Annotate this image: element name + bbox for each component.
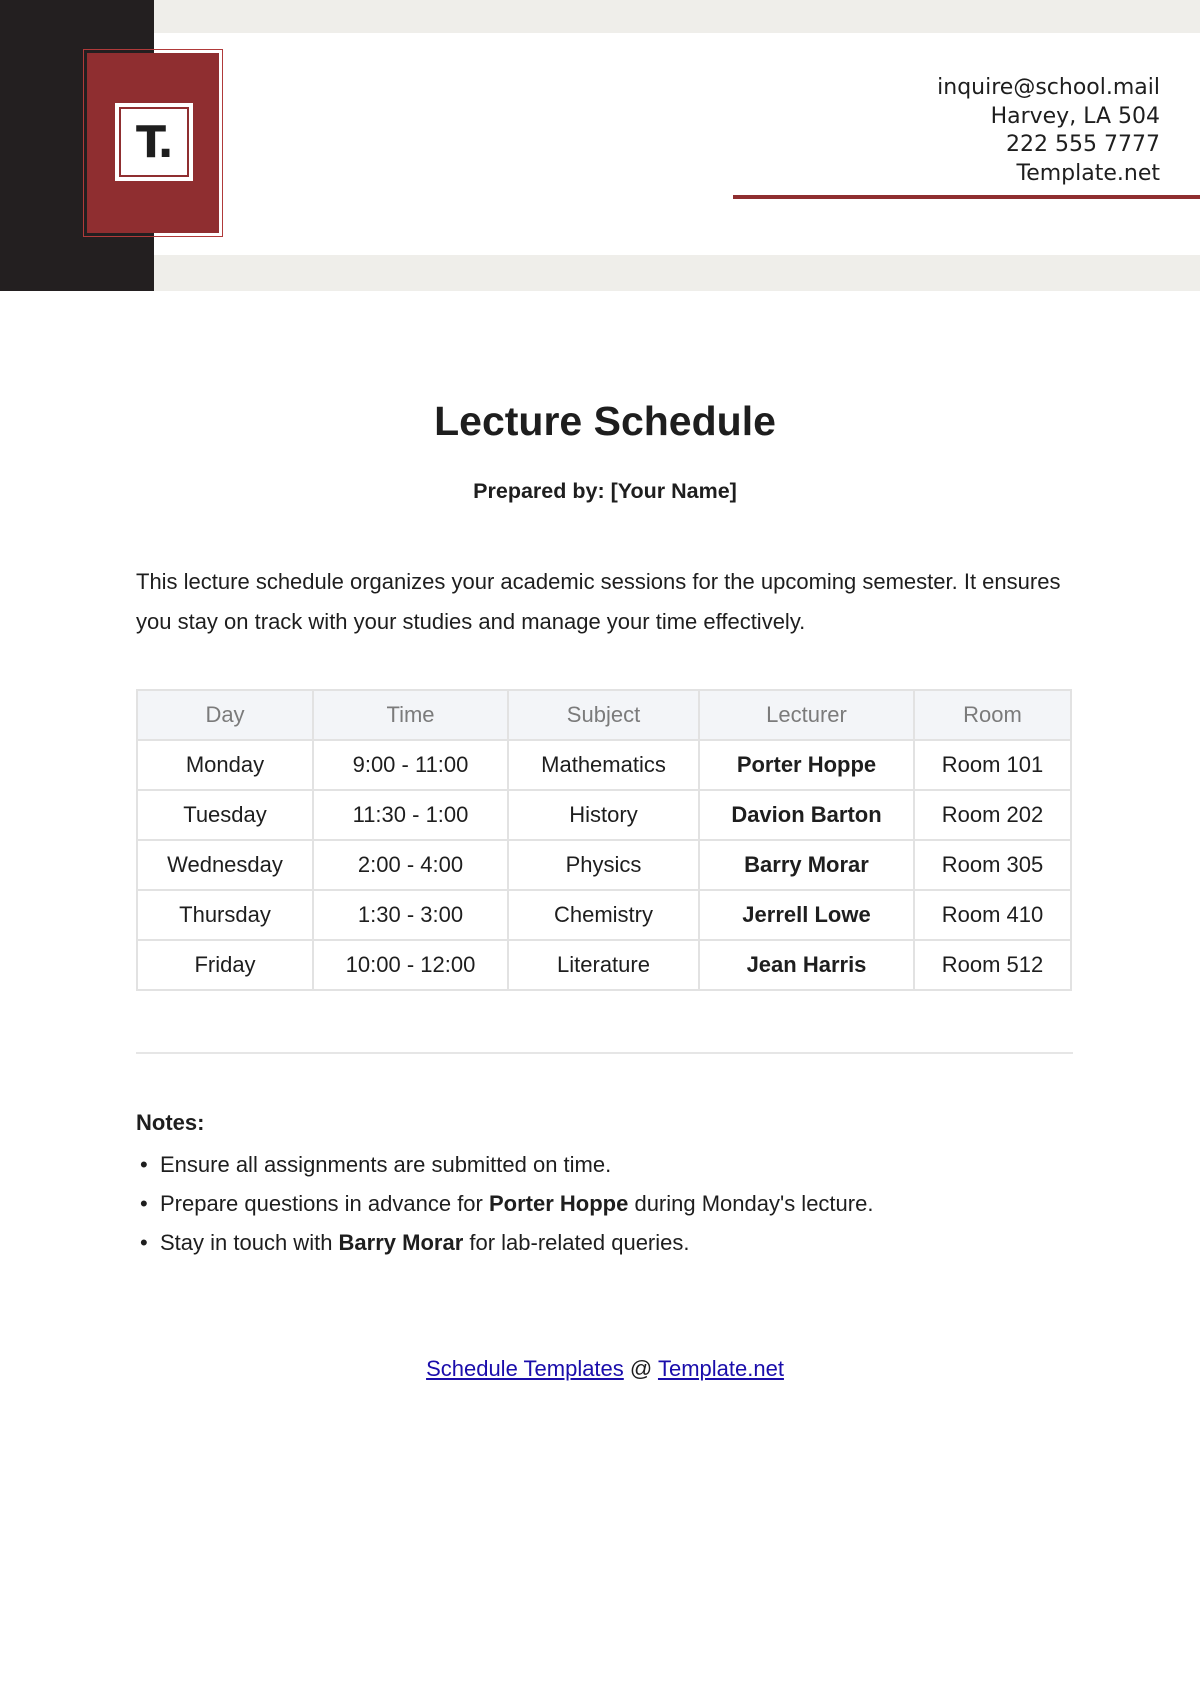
cell-day: Tuesday: [137, 790, 313, 840]
table-header-row: [137, 690, 1071, 740]
cell-room: Room 101: [914, 740, 1071, 790]
cell-room: Room 202: [914, 790, 1071, 840]
header-subject: Subject: [508, 690, 699, 740]
contact-email: inquire@school.mail: [937, 75, 1160, 100]
cell-room: Room 305: [914, 840, 1071, 890]
notes-list: [140, 1145, 873, 1262]
page-title: Lecture Schedule: [434, 398, 776, 444]
list-item: [140, 1145, 873, 1184]
table-row: [137, 840, 1071, 890]
cell-subject: History: [508, 790, 699, 840]
bullet-icon: •: [140, 1152, 148, 1177]
cell-lecturer: Davion Barton: [699, 790, 914, 840]
bullet-icon: •: [140, 1191, 148, 1216]
table-row: [137, 890, 1071, 940]
section-divider: [136, 1052, 1073, 1054]
schedule-table: [136, 689, 1072, 991]
cell-room: Room 512: [914, 940, 1071, 990]
header-band-bottom: [154, 255, 1200, 291]
header-time: Time: [313, 690, 508, 740]
list-item: [140, 1184, 873, 1223]
cell-lecturer: Barry Morar: [699, 840, 914, 890]
logo-mark-icon: [115, 103, 193, 181]
schedule-templates-link[interactable]: Schedule Templates: [426, 1356, 624, 1381]
cell-day: Monday: [137, 740, 313, 790]
cell-lecturer: Jerrell Lowe: [699, 890, 914, 940]
header-band-top: [154, 0, 1200, 33]
contact-address: Harvey, LA 504: [990, 103, 1160, 129]
cell-subject: Chemistry: [508, 890, 699, 940]
header-lecturer: Lecturer: [699, 690, 914, 740]
cell-subject: Literature: [508, 940, 699, 990]
note-bold-name: Porter Hoppe: [488, 1191, 629, 1216]
cell-day: Friday: [137, 940, 313, 990]
list-item: [140, 1223, 873, 1262]
cell-subject: Physics: [508, 840, 699, 890]
note-text: Prepare questions in advance for: [160, 1191, 489, 1216]
footer-separator: @: [623, 1356, 658, 1381]
cell-time: 9:00 - 11:00: [313, 740, 508, 790]
table-row: [137, 790, 1071, 840]
contact-phone: 222 555 7777: [1006, 132, 1160, 157]
cell-time: 11:30 - 1:00: [313, 790, 508, 840]
cell-time: 1:30 - 3:00: [313, 890, 508, 940]
table-row: [137, 940, 1071, 990]
cell-subject: Mathematics: [508, 740, 699, 790]
contact-website: Template.net: [1016, 160, 1160, 186]
cell-lecturer: Porter Hoppe: [699, 740, 914, 790]
contact-info: [937, 74, 1160, 188]
prepared-by: Prepared by: [Your Name]: [473, 479, 737, 503]
cell-time: 2:00 - 4:00: [313, 840, 508, 890]
note-text-after: during Monday's lecture.: [628, 1191, 874, 1216]
note-text-after: for lab-related queries.: [463, 1230, 690, 1255]
cell-time: 10:00 - 12:00: [313, 940, 508, 990]
cell-lecturer: Jean Harris: [699, 940, 914, 990]
header-day: Day: [137, 690, 313, 740]
note-text: Stay in touch with: [160, 1230, 339, 1255]
notes-heading: Notes:: [136, 1110, 205, 1135]
logo-letter: T.: [119, 107, 189, 177]
bullet-icon: •: [140, 1230, 148, 1255]
header-room: Room: [914, 690, 1071, 740]
note-bold-name: Barry Morar: [338, 1230, 464, 1255]
footer: [0, 1356, 1200, 1382]
table-row: [137, 740, 1071, 790]
note-text: Ensure all assignments are submitted on time.: [160, 1152, 612, 1177]
cell-day: Wednesday: [137, 840, 313, 890]
intro-paragraph: This lecture schedule organizes your academic sessions for the upcoming semester. It ensures you stay on track with your studies and manage your time effectively.: [136, 569, 1061, 634]
cell-room: Room 410: [914, 890, 1071, 940]
template-net-link[interactable]: Template.net: [657, 1356, 784, 1381]
cell-day: Thursday: [137, 890, 313, 940]
contact-underline: [733, 195, 1200, 199]
